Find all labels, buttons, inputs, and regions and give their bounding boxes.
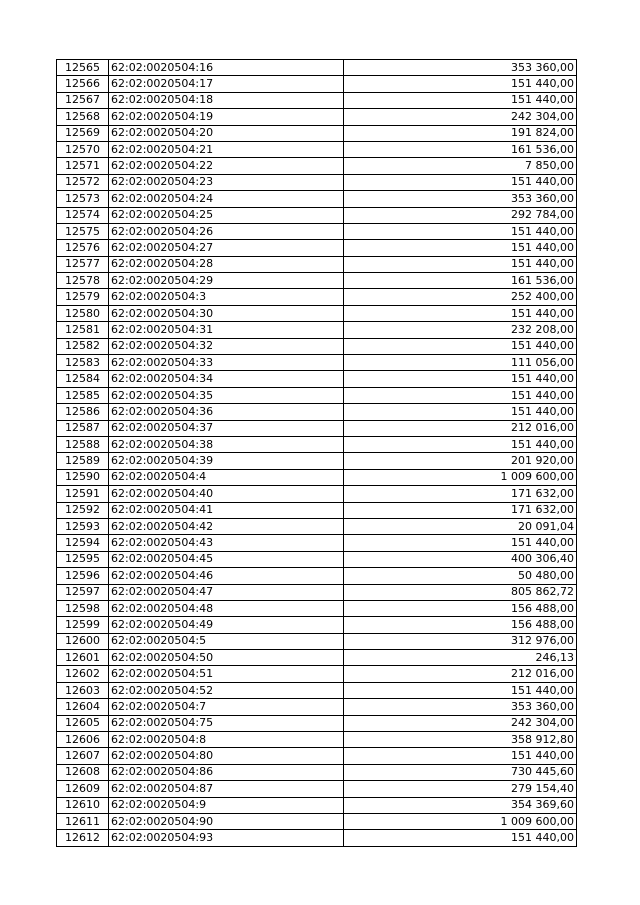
cadastral-number: 62:02:0020504:22 — [109, 158, 344, 174]
table-body — [57, 60, 577, 847]
table-row — [57, 371, 577, 387]
table-row — [57, 207, 577, 223]
table-row — [57, 76, 577, 92]
table-row — [57, 535, 577, 551]
cadastral-value: 353 360,00 — [344, 60, 577, 76]
table-row — [57, 666, 577, 682]
row-number: 12598 — [57, 600, 109, 616]
cadastral-value: 212 016,00 — [344, 666, 577, 682]
cadastral-number: 62:02:0020504:49 — [109, 617, 344, 633]
cadastral-number: 62:02:0020504:5 — [109, 633, 344, 649]
row-number: 12565 — [57, 60, 109, 76]
cadastral-value: 171 632,00 — [344, 486, 577, 502]
table-row — [57, 158, 577, 174]
table-row — [57, 240, 577, 256]
cadastral-number: 62:02:0020504:93 — [109, 830, 344, 846]
cadastral-value: 151 440,00 — [344, 305, 577, 321]
row-number: 12581 — [57, 322, 109, 338]
row-number: 12566 — [57, 76, 109, 92]
cadastral-value: 279 154,40 — [344, 781, 577, 797]
cadastral-number: 62:02:0020504:43 — [109, 535, 344, 551]
cadastral-value: 730 445,60 — [344, 764, 577, 780]
row-number: 12597 — [57, 584, 109, 600]
row-number: 12600 — [57, 633, 109, 649]
cadastral-number: 62:02:0020504:29 — [109, 273, 344, 289]
cadastral-value: 7 850,00 — [344, 158, 577, 174]
cadastral-value: 151 440,00 — [344, 223, 577, 239]
cadastral-number: 62:02:0020504:25 — [109, 207, 344, 223]
cadastral-number: 62:02:0020504:42 — [109, 518, 344, 534]
cadastral-number: 62:02:0020504:87 — [109, 781, 344, 797]
cadastral-value: 358 912,80 — [344, 732, 577, 748]
cadastral-number: 62:02:0020504:40 — [109, 486, 344, 502]
table-row — [57, 141, 577, 157]
table-row — [57, 699, 577, 715]
cadastral-value: 151 440,00 — [344, 240, 577, 256]
table-row — [57, 469, 577, 485]
cadastral-value: 312 976,00 — [344, 633, 577, 649]
cadastral-number: 62:02:0020504:75 — [109, 715, 344, 731]
table-row — [57, 813, 577, 829]
cadastral-value: 161 536,00 — [344, 273, 577, 289]
row-number: 12605 — [57, 715, 109, 731]
row-number: 12576 — [57, 240, 109, 256]
row-number: 12588 — [57, 436, 109, 452]
cadastral-number: 62:02:0020504:47 — [109, 584, 344, 600]
row-number: 12574 — [57, 207, 109, 223]
cadastral-number: 62:02:0020504:51 — [109, 666, 344, 682]
table-row — [57, 109, 577, 125]
cadastral-number: 62:02:0020504:31 — [109, 322, 344, 338]
cadastral-value: 156 488,00 — [344, 600, 577, 616]
row-number: 12580 — [57, 305, 109, 321]
cadastral-number: 62:02:0020504:35 — [109, 387, 344, 403]
row-number: 12570 — [57, 141, 109, 157]
table-row — [57, 174, 577, 190]
row-number: 12601 — [57, 650, 109, 666]
table-row — [57, 584, 577, 600]
table-row — [57, 486, 577, 502]
cadastral-value: 252 400,00 — [344, 289, 577, 305]
cadastral-number: 62:02:0020504:37 — [109, 420, 344, 436]
table-row — [57, 764, 577, 780]
cadastral-value: 353 360,00 — [344, 191, 577, 207]
cadastral-value: 353 360,00 — [344, 699, 577, 715]
row-number: 12609 — [57, 781, 109, 797]
row-number: 12596 — [57, 568, 109, 584]
cadastral-value: 151 440,00 — [344, 535, 577, 551]
cadastral-value: 151 440,00 — [344, 174, 577, 190]
cadastral-value: 201 920,00 — [344, 453, 577, 469]
cadastral-number: 62:02:0020504:8 — [109, 732, 344, 748]
table-row — [57, 256, 577, 272]
cadastral-value: 151 440,00 — [344, 682, 577, 698]
row-number: 12608 — [57, 764, 109, 780]
table-row — [57, 305, 577, 321]
table-row — [57, 715, 577, 731]
table-row — [57, 92, 577, 108]
table-row — [57, 600, 577, 616]
cadastral-number: 62:02:0020504:16 — [109, 60, 344, 76]
cadastral-number: 62:02:0020504:45 — [109, 551, 344, 567]
table-row — [57, 650, 577, 666]
row-number: 12587 — [57, 420, 109, 436]
table-row — [57, 191, 577, 207]
row-number: 12594 — [57, 535, 109, 551]
cadastral-number: 62:02:0020504:27 — [109, 240, 344, 256]
row-number: 12567 — [57, 92, 109, 108]
cadastral-number: 62:02:0020504:90 — [109, 813, 344, 829]
cadastral-number: 62:02:0020504:19 — [109, 109, 344, 125]
table-row — [57, 404, 577, 420]
cadastral-number: 62:02:0020504:18 — [109, 92, 344, 108]
cadastral-number: 62:02:0020504:46 — [109, 568, 344, 584]
cadastral-value: 151 440,00 — [344, 338, 577, 354]
cadastral-number: 62:02:0020504:7 — [109, 699, 344, 715]
row-number: 12583 — [57, 355, 109, 371]
table-row — [57, 436, 577, 452]
table-row — [57, 748, 577, 764]
cadastral-value: 20 091,04 — [344, 518, 577, 534]
row-number: 12602 — [57, 666, 109, 682]
cadastral-value: 151 440,00 — [344, 92, 577, 108]
cadastral-number: 62:02:0020504:38 — [109, 436, 344, 452]
table-row — [57, 732, 577, 748]
row-number: 12584 — [57, 371, 109, 387]
row-number: 12611 — [57, 813, 109, 829]
cadastral-value: 151 440,00 — [344, 256, 577, 272]
row-number: 12607 — [57, 748, 109, 764]
cadastral-number: 62:02:0020504:9 — [109, 797, 344, 813]
cadastral-number: 62:02:0020504:39 — [109, 453, 344, 469]
row-number: 12599 — [57, 617, 109, 633]
row-number: 12592 — [57, 502, 109, 518]
row-number: 12595 — [57, 551, 109, 567]
row-number: 12606 — [57, 732, 109, 748]
row-number: 12590 — [57, 469, 109, 485]
cadastral-number: 62:02:0020504:80 — [109, 748, 344, 764]
cadastral-number: 62:02:0020504:4 — [109, 469, 344, 485]
cadastral-value: 151 440,00 — [344, 404, 577, 420]
table-row — [57, 322, 577, 338]
row-number: 12573 — [57, 191, 109, 207]
cadastral-value: 151 440,00 — [344, 387, 577, 403]
table-row — [57, 223, 577, 239]
cadastral-number: 62:02:0020504:33 — [109, 355, 344, 371]
table-row — [57, 568, 577, 584]
cadastral-number: 62:02:0020504:28 — [109, 256, 344, 272]
row-number: 12603 — [57, 682, 109, 698]
table-row — [57, 125, 577, 141]
cadastral-number: 62:02:0020504:32 — [109, 338, 344, 354]
cadastral-value: 354 369,60 — [344, 797, 577, 813]
row-number: 12571 — [57, 158, 109, 174]
cadastral-number: 62:02:0020504:21 — [109, 141, 344, 157]
table-row — [57, 387, 577, 403]
table-row — [57, 420, 577, 436]
table-row — [57, 355, 577, 371]
row-number: 12604 — [57, 699, 109, 715]
cadastral-number: 62:02:0020504:23 — [109, 174, 344, 190]
cadastral-number: 62:02:0020504:24 — [109, 191, 344, 207]
cadastral-value: 50 480,00 — [344, 568, 577, 584]
cadastral-number: 62:02:0020504:34 — [109, 371, 344, 387]
cadastral-value: 242 304,00 — [344, 715, 577, 731]
cadastral-value: 1 009 600,00 — [344, 469, 577, 485]
cadastral-value: 111 056,00 — [344, 355, 577, 371]
row-number: 12582 — [57, 338, 109, 354]
cadastral-value: 156 488,00 — [344, 617, 577, 633]
cadastral-number: 62:02:0020504:50 — [109, 650, 344, 666]
row-number: 12579 — [57, 289, 109, 305]
cadastral-value: 151 440,00 — [344, 371, 577, 387]
cadastral-number: 62:02:0020504:41 — [109, 502, 344, 518]
row-number: 12569 — [57, 125, 109, 141]
cadastral-value: 292 784,00 — [344, 207, 577, 223]
cadastral-value: 246,13 — [344, 650, 577, 666]
row-number: 12578 — [57, 273, 109, 289]
cadastral-number: 62:02:0020504:3 — [109, 289, 344, 305]
cadastral-value: 1 009 600,00 — [344, 813, 577, 829]
row-number: 12612 — [57, 830, 109, 846]
table-row — [57, 682, 577, 698]
cadastral-value: 191 824,00 — [344, 125, 577, 141]
table-row — [57, 633, 577, 649]
cadastral-table — [56, 59, 577, 847]
row-number: 12575 — [57, 223, 109, 239]
cadastral-value: 151 440,00 — [344, 76, 577, 92]
row-number: 12589 — [57, 453, 109, 469]
cadastral-value: 161 536,00 — [344, 141, 577, 157]
row-number: 12568 — [57, 109, 109, 125]
table-row — [57, 551, 577, 567]
cadastral-value: 151 440,00 — [344, 748, 577, 764]
cadastral-number: 62:02:0020504:36 — [109, 404, 344, 420]
table-row — [57, 830, 577, 846]
table-row — [57, 502, 577, 518]
table-row — [57, 273, 577, 289]
row-number: 12585 — [57, 387, 109, 403]
cadastral-number: 62:02:0020504:17 — [109, 76, 344, 92]
table-row — [57, 60, 577, 76]
cadastral-value: 242 304,00 — [344, 109, 577, 125]
table-row — [57, 518, 577, 534]
row-number: 12610 — [57, 797, 109, 813]
cadastral-value: 212 016,00 — [344, 420, 577, 436]
row-number: 12586 — [57, 404, 109, 420]
cadastral-number: 62:02:0020504:52 — [109, 682, 344, 698]
cadastral-value: 171 632,00 — [344, 502, 577, 518]
cadastral-number: 62:02:0020504:20 — [109, 125, 344, 141]
table-row — [57, 289, 577, 305]
row-number: 12577 — [57, 256, 109, 272]
cadastral-value: 151 440,00 — [344, 830, 577, 846]
row-number: 12591 — [57, 486, 109, 502]
row-number: 12572 — [57, 174, 109, 190]
cadastral-number: 62:02:0020504:48 — [109, 600, 344, 616]
cadastral-value: 232 208,00 — [344, 322, 577, 338]
cadastral-number: 62:02:0020504:86 — [109, 764, 344, 780]
cadastral-number: 62:02:0020504:26 — [109, 223, 344, 239]
cadastral-value: 805 862,72 — [344, 584, 577, 600]
cadastral-value: 151 440,00 — [344, 436, 577, 452]
table-row — [57, 453, 577, 469]
cadastral-value: 400 306,40 — [344, 551, 577, 567]
cadastral-number: 62:02:0020504:30 — [109, 305, 344, 321]
table-row — [57, 781, 577, 797]
table-row — [57, 617, 577, 633]
table-row — [57, 338, 577, 354]
row-number: 12593 — [57, 518, 109, 534]
table-row — [57, 797, 577, 813]
